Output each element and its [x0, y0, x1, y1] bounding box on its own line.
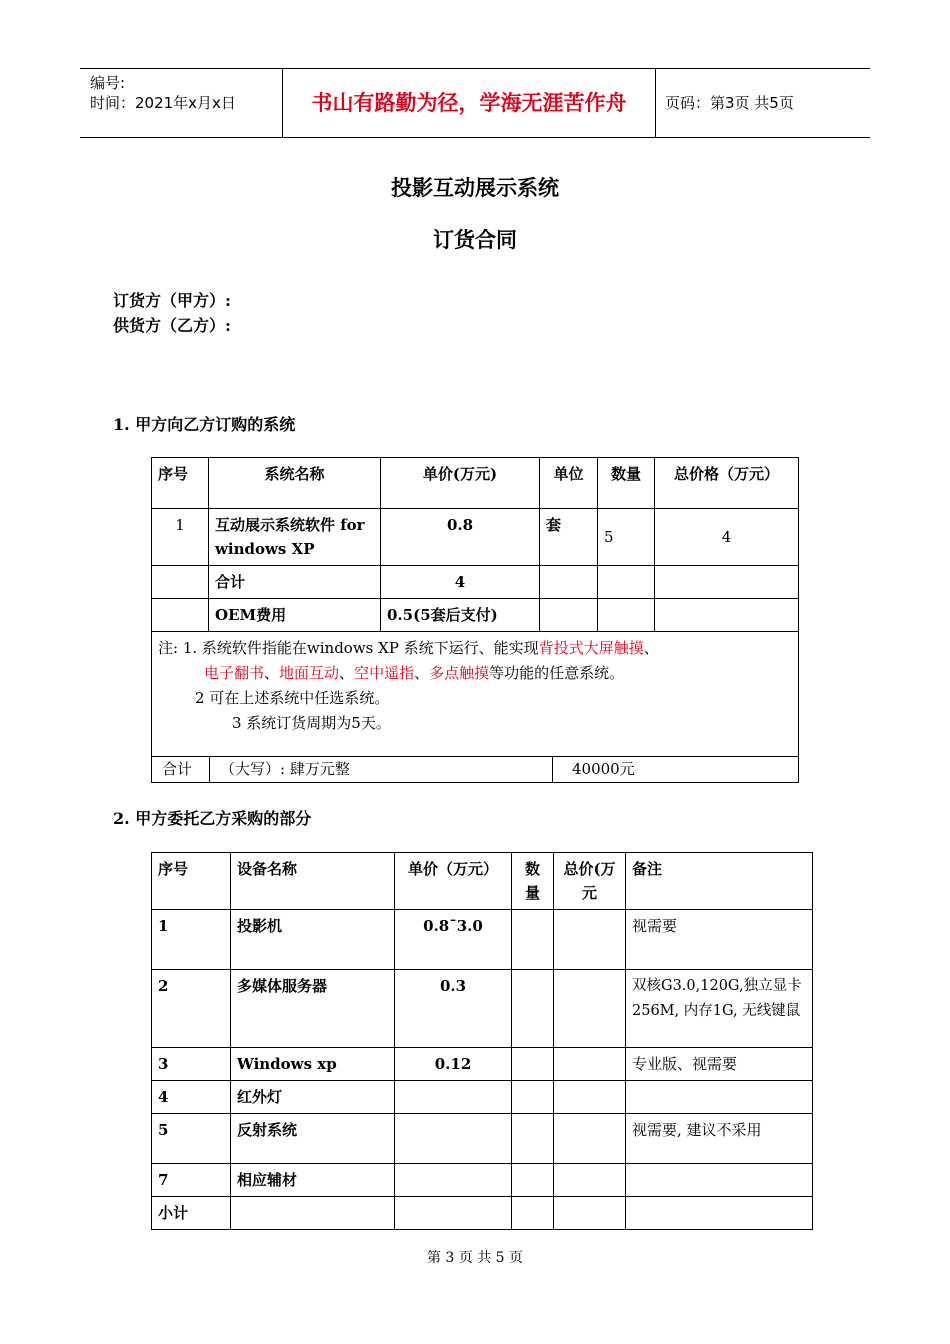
- col-header-index: 序号: [152, 853, 231, 910]
- cell-unit-price: 0.8: [381, 509, 540, 566]
- cell-unit-price: [395, 1164, 512, 1197]
- cell-unit-price: 0.5(5套后支付): [381, 599, 540, 632]
- col-header-total-price: 总价格（万元）: [655, 458, 799, 509]
- note-highlight: 背投式大屏触摸: [538, 639, 644, 657]
- note-row: [152, 632, 799, 757]
- table-row: [152, 509, 799, 566]
- note-highlight: 电子翻书: [204, 664, 265, 682]
- cell-device-name: 反射系统: [231, 1114, 395, 1164]
- cell-index: [152, 599, 209, 632]
- cell-unit-price: [395, 1114, 512, 1164]
- col-header-remarks: 备注: [626, 853, 813, 910]
- subtotal-row: [152, 1197, 813, 1230]
- cell-quantity: [512, 970, 554, 1048]
- cell-unit: 套: [540, 509, 598, 566]
- header-slogan: 书山有路勤为径，学海无涯苦作舟: [282, 69, 656, 137]
- cell-system-name: OEM费用: [209, 599, 381, 632]
- cell-device-name: 相应辅材: [231, 1164, 395, 1197]
- procurement-table-header: [152, 853, 813, 910]
- cell-total-price: [554, 1164, 626, 1197]
- cell-unit-price: [395, 1197, 512, 1230]
- section1-heading: 1. 甲方向乙方订购的系统: [113, 415, 296, 434]
- order-table-header: [152, 458, 799, 509]
- cell-total-price: [554, 1048, 626, 1081]
- cell-system-name: 互动展示系统软件 for windows XP: [209, 509, 381, 566]
- cell-quantity: [512, 1081, 554, 1114]
- cell-quantity: [512, 1164, 554, 1197]
- cell-unit: [540, 599, 598, 632]
- cell-remarks: 双核G3.0,120G,独立显卡256M, 内存1G, 无线键鼠: [626, 970, 813, 1048]
- document-subtitle: 订货合同: [433, 227, 517, 252]
- col-header-unit: 单位: [540, 458, 598, 509]
- cell-quantity: [598, 599, 655, 632]
- cell-quantity: [512, 1114, 554, 1164]
- cell-quantity: [512, 1197, 554, 1230]
- total-amount: 40000元: [572, 760, 635, 778]
- total-row: [152, 757, 799, 783]
- table-row: [152, 566, 799, 599]
- col-header-quantity: 数量: [512, 853, 554, 910]
- note-highlight: 地面互动: [279, 664, 340, 682]
- col-header-system-name: 系统名称: [209, 458, 381, 509]
- cell-index: [152, 566, 209, 599]
- note-text: 等功能的任意系统。: [489, 664, 625, 682]
- cell-index: 4: [152, 1081, 231, 1114]
- cell-total-price: [554, 970, 626, 1048]
- header-meta: [80, 69, 282, 137]
- col-header-unit-price: 单价（万元）: [395, 853, 512, 910]
- cell-remarks: [626, 1197, 813, 1230]
- cell-device-name: 投影机: [231, 910, 395, 970]
- cell-device-name: Windows xp: [231, 1048, 395, 1081]
- col-header-unit-price: 单价(万元): [381, 458, 540, 509]
- note-separator: 、: [264, 664, 280, 682]
- cell-total-price: [554, 1081, 626, 1114]
- note-separator: 、: [643, 639, 659, 657]
- cell-device-name: 红外灯: [231, 1081, 395, 1114]
- cell-unit-price: 4: [381, 566, 540, 599]
- cell-device-name: 多媒体服务器: [231, 970, 395, 1048]
- cell-index: 5: [152, 1114, 231, 1164]
- total-capital: （大写）: 肆万元整: [220, 760, 350, 778]
- cell-unit-price: [395, 1081, 512, 1114]
- table-row: [152, 910, 813, 970]
- cell-subtotal-label: 小计: [152, 1197, 231, 1230]
- note-separator: 、: [414, 664, 430, 682]
- cell-index: 2: [152, 970, 231, 1048]
- cell-index: 3: [152, 1048, 231, 1081]
- cell-unit-price: 0.8¯3.0: [395, 910, 512, 970]
- total-line: [152, 757, 798, 781]
- cell-quantity: [512, 1048, 554, 1081]
- note-line-4: 3 系统订货周期为5天。: [232, 714, 391, 732]
- buyer-label: 订货方（甲方）:: [113, 291, 231, 310]
- note-text: 注: 1. 系统软件指能在windows XP 系统下运行、能实现: [158, 639, 539, 657]
- col-header-quantity: 数量: [598, 458, 655, 509]
- cell-index: 7: [152, 1164, 231, 1197]
- seller-label: 供货方（乙方）:: [113, 316, 231, 335]
- table-row: [152, 1114, 813, 1164]
- total-divider: [209, 757, 210, 783]
- note-line-2: [158, 661, 792, 686]
- cell-remarks: [626, 1164, 813, 1197]
- cell-unit: [540, 566, 598, 599]
- cell-total-price: 4: [655, 509, 799, 566]
- header-page-label: 页码：第3页 共5页: [665, 94, 794, 112]
- procurement-table: [151, 852, 813, 1230]
- note-separator: 、: [339, 664, 355, 682]
- col-header-device-name: 设备名称: [231, 853, 395, 910]
- cell-unit-price: 0.3: [395, 970, 512, 1048]
- total-divider: [552, 757, 553, 783]
- table-row: [152, 1164, 813, 1197]
- col-header-total-price: 总价(万元: [554, 853, 626, 910]
- note-cell: [152, 632, 799, 757]
- document-number-label: 编号:: [90, 74, 126, 92]
- order-table: [151, 457, 799, 783]
- section2-heading: 2. 甲方委托乙方采购的部分: [113, 809, 312, 828]
- cell-index: 1: [152, 509, 209, 566]
- cell-remarks: [626, 1081, 813, 1114]
- document-title: 投影互动展示系统: [391, 175, 559, 200]
- cell-system-name: 合计: [209, 566, 381, 599]
- note-line-3: 2 可在上述系统中任选系统。: [195, 689, 390, 707]
- cell-unit-price: 0.12: [395, 1048, 512, 1081]
- cell-quantity: [512, 910, 554, 970]
- cell-index: 1: [152, 910, 231, 970]
- col-header-index: 序号: [152, 458, 209, 509]
- page-header: [80, 68, 870, 138]
- cell-remarks: 视需要, 建议不采用: [626, 1114, 813, 1164]
- table-row: [152, 1081, 813, 1114]
- note-highlight: 多点触摸: [429, 664, 490, 682]
- cell-total-price: [655, 599, 799, 632]
- document-time-label: 时间：2021年x月x日: [90, 94, 236, 112]
- cell-total-price: [554, 1114, 626, 1164]
- cell-remarks: 专业版、视需要: [626, 1048, 813, 1081]
- cell-total-price: [655, 566, 799, 599]
- cell-remarks: 视需要: [626, 910, 813, 970]
- table-row: [152, 1048, 813, 1081]
- cell-total-price: [554, 910, 626, 970]
- page-footer: 第 3 页 共 5 页: [426, 1250, 524, 1266]
- cell-total-price: [554, 1197, 626, 1230]
- cell-quantity: [598, 566, 655, 599]
- note-line-1: [158, 636, 792, 661]
- table-row: [152, 970, 813, 1048]
- cell-device-name: [231, 1197, 395, 1230]
- cell-quantity: 5: [598, 509, 655, 566]
- total-label: 合计: [162, 760, 193, 778]
- total-cell: [152, 757, 799, 783]
- note-highlight: 空中遥指: [354, 664, 415, 682]
- table-row: [152, 599, 799, 632]
